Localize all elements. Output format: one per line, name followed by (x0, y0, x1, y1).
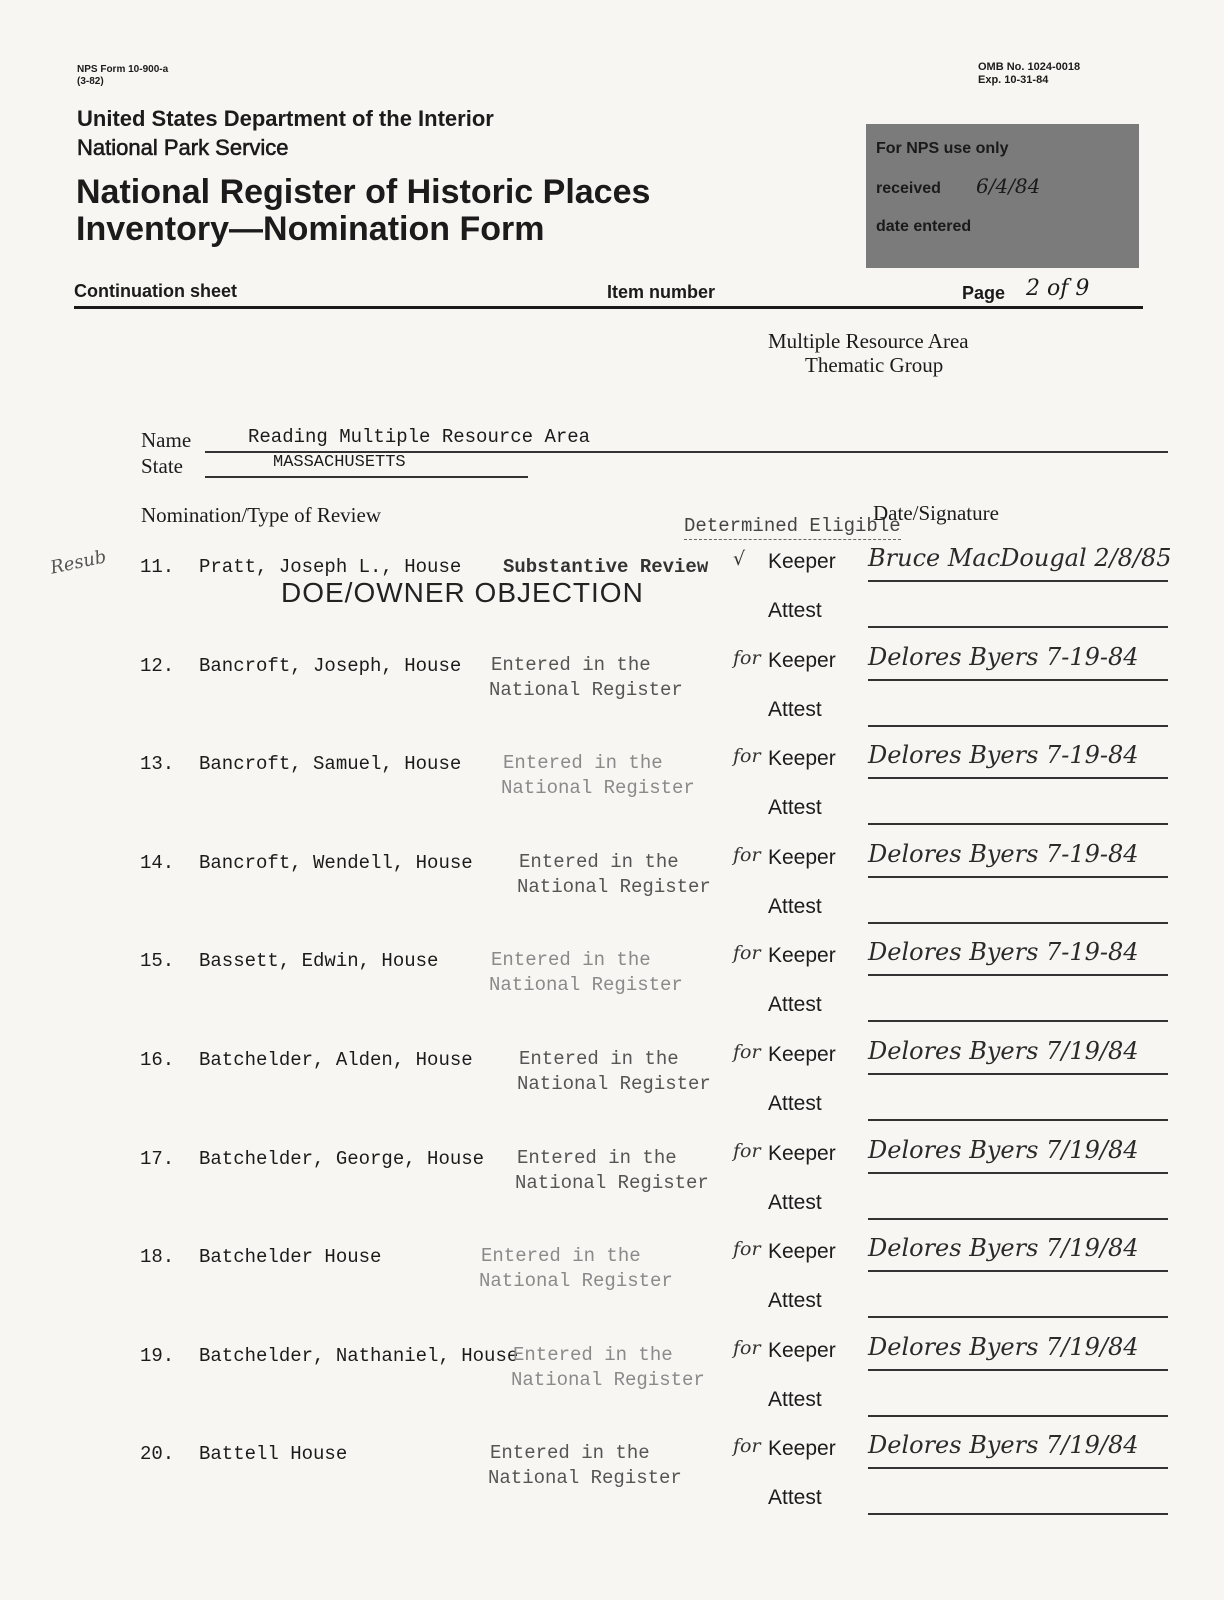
keeper-signature-line (868, 1467, 1168, 1469)
property-name: Bancroft, Samuel, House (199, 753, 462, 775)
margin-note: Resub (48, 546, 109, 579)
keeper-label: Keeper (768, 747, 836, 770)
attest-signature-line (868, 1513, 1168, 1515)
review-stamp-line2: National Register (489, 679, 683, 701)
review-stamp-line1: Entered in the (491, 949, 651, 971)
property-name: Batchelder, George, House (199, 1148, 485, 1170)
keeper-signature-line (868, 1369, 1168, 1371)
keeper-mark: for (733, 1041, 761, 1063)
attest-signature-line (868, 626, 1168, 628)
attest-signature-line (868, 823, 1168, 825)
keeper-mark: for (733, 942, 761, 964)
entry-number: 19. (140, 1345, 175, 1367)
attest-signature-line (868, 922, 1168, 924)
continuation-sheet-label: Continuation sheet (74, 281, 237, 301)
keeper-signature-line (868, 876, 1168, 878)
keeper-label: Keeper (768, 1142, 836, 1165)
review-stamp-line2: National Register (517, 1073, 711, 1095)
omb-number: OMB No. 1024-0018 (978, 61, 1081, 73)
attest-signature-line (868, 1415, 1168, 1417)
nomination-column-heading: Nomination/Type of Review (141, 503, 381, 527)
received-label: received (876, 180, 941, 197)
keeper-mark: for (733, 1238, 761, 1260)
entry-number: 13. (140, 753, 175, 775)
doe-owner-objection-stamp: DOE/OWNER OBJECTION (281, 577, 644, 608)
service-heading: National Park Service (77, 135, 289, 160)
keeper-mark: for (733, 647, 761, 669)
property-name: Batchelder House (199, 1246, 382, 1268)
review-stamp-line1: Entered in the (503, 752, 663, 774)
keeper-signature: Delores Byers 7/19/84 (868, 1136, 1139, 1164)
page-label: Page (962, 283, 1006, 303)
review-stamp-line2: National Register (511, 1369, 705, 1391)
attest-label: Attest (768, 1092, 822, 1115)
keeper-label: Keeper (768, 944, 836, 967)
review-stamp-line2: National Register (501, 777, 695, 799)
determined-eligible-stamp: Determined Eligible (684, 514, 901, 540)
keeper-signature-line (868, 679, 1168, 681)
review-stamp-line1: Entered in the (481, 1245, 641, 1267)
attest-label: Attest (768, 895, 822, 918)
form-revision: (3-82) (77, 76, 104, 87)
entry-number: 17. (140, 1148, 175, 1170)
keeper-mark: for (733, 745, 761, 767)
department-heading: United States Department of the Interior (77, 106, 494, 131)
keeper-signature: Delores Byers 7/19/84 (868, 1333, 1139, 1361)
state-value: MASSACHUSETTS (273, 453, 406, 472)
property-name: Pratt, Joseph L., House (199, 556, 462, 578)
keeper-signature: Delores Byers 7-19-84 (868, 643, 1139, 671)
date-entered-label: date entered (876, 218, 972, 235)
review-stamp-line2: National Register (479, 1270, 673, 1292)
nps-use-title: For NPS use only (876, 140, 1009, 157)
keeper-label: Keeper (768, 1240, 836, 1263)
state-label: State (141, 454, 183, 478)
keeper-signature-line (868, 974, 1168, 976)
property-name: Bassett, Edwin, House (199, 950, 439, 972)
keeper-label: Keeper (768, 649, 836, 672)
keeper-label: Keeper (768, 1043, 836, 1066)
keeper-label: Keeper (768, 1339, 836, 1362)
attest-label: Attest (768, 993, 822, 1016)
keeper-mark: for (733, 1435, 761, 1457)
review-stamp-line2: National Register (515, 1172, 709, 1194)
entry-number: 16. (140, 1049, 175, 1071)
keeper-signature-line (868, 1073, 1168, 1075)
keeper-mark: for (733, 1140, 761, 1162)
keeper-label: Keeper (768, 550, 836, 573)
item-number-label: Item number (607, 282, 716, 302)
keeper-signature-line (868, 1172, 1168, 1174)
review-stamp-line1: Substantive Review (503, 556, 709, 578)
attest-label: Attest (768, 1289, 822, 1312)
property-name: Battell House (199, 1443, 348, 1465)
keeper-signature: Delores Byers 7-19-84 (868, 840, 1139, 868)
keeper-signature: Delores Byers 7-19-84 (868, 741, 1139, 769)
attest-label: Attest (768, 796, 822, 819)
property-name: Batchelder, Alden, House (199, 1049, 473, 1071)
review-stamp-line1: Entered in the (519, 851, 679, 873)
name-label: Name (141, 428, 192, 452)
attest-signature-line (868, 725, 1168, 727)
property-name: Batchelder, Nathaniel, House (199, 1345, 519, 1367)
attest-signature-line (868, 1218, 1168, 1220)
entry-number: 18. (140, 1246, 175, 1268)
keeper-signature: Delores Byers 7-19-84 (868, 938, 1139, 966)
state-line (205, 476, 528, 478)
keeper-signature-line (868, 1270, 1168, 1272)
review-stamp-line2: National Register (489, 974, 683, 996)
entry-number: 14. (140, 852, 175, 874)
group-line1: Multiple Resource Area (768, 329, 969, 353)
omb-expiration: Exp. 10-31-84 (978, 74, 1049, 86)
keeper-signature: Delores Byers 7/19/84 (868, 1431, 1139, 1459)
keeper-signature-line (868, 580, 1168, 582)
attest-label: Attest (768, 1191, 822, 1214)
attest-label: Attest (768, 698, 822, 721)
received-date: 6/4/84 (976, 174, 1041, 198)
attest-label: Attest (768, 1388, 822, 1411)
review-stamp-line1: Entered in the (490, 1442, 650, 1464)
attest-signature-line (868, 1316, 1168, 1318)
form-title-line1: National Register of Historic Places (76, 173, 651, 211)
attest-label: Attest (768, 599, 822, 622)
name-value: Reading Multiple Resource Area (248, 426, 591, 448)
attest-signature-line (868, 1119, 1168, 1121)
page-value: 2 of 9 (1026, 276, 1090, 301)
attest-label: Attest (768, 1486, 822, 1509)
review-stamp-line1: Entered in the (491, 654, 651, 676)
keeper-signature: Delores Byers 7/19/84 (868, 1037, 1139, 1065)
nps-use-only-box (866, 124, 1139, 268)
entry-number: 20. (140, 1443, 175, 1465)
entry-number: 11. (140, 556, 175, 578)
review-stamp-line2: National Register (517, 876, 711, 898)
property-name: Bancroft, Wendell, House (199, 852, 473, 874)
review-stamp-line1: Entered in the (513, 1344, 673, 1366)
keeper-mark: √ (733, 548, 746, 570)
attest-signature-line (868, 1020, 1168, 1022)
entry-number: 15. (140, 950, 175, 972)
keeper-signature-line (868, 777, 1168, 779)
group-line2: Thematic Group (805, 353, 944, 377)
keeper-signature: Bruce MacDougal 2/8/85 (868, 544, 1172, 572)
property-name: Bancroft, Joseph, House (199, 655, 462, 677)
header-rule (74, 306, 1143, 309)
keeper-label: Keeper (768, 1437, 836, 1460)
keeper-mark: for (733, 844, 761, 866)
form-number: NPS Form 10-900-a (77, 64, 169, 75)
keeper-label: Keeper (768, 846, 836, 869)
keeper-mark: for (733, 1337, 761, 1359)
entry-number: 12. (140, 655, 175, 677)
form-title-line2: Inventory—Nomination Form (76, 210, 545, 248)
review-stamp-line1: Entered in the (517, 1147, 677, 1169)
date-signature-heading: Date/Signature (873, 501, 999, 525)
review-stamp-line2: National Register (488, 1467, 682, 1489)
review-stamp-line1: Entered in the (519, 1048, 679, 1070)
keeper-signature: Delores Byers 7/19/84 (868, 1234, 1139, 1262)
